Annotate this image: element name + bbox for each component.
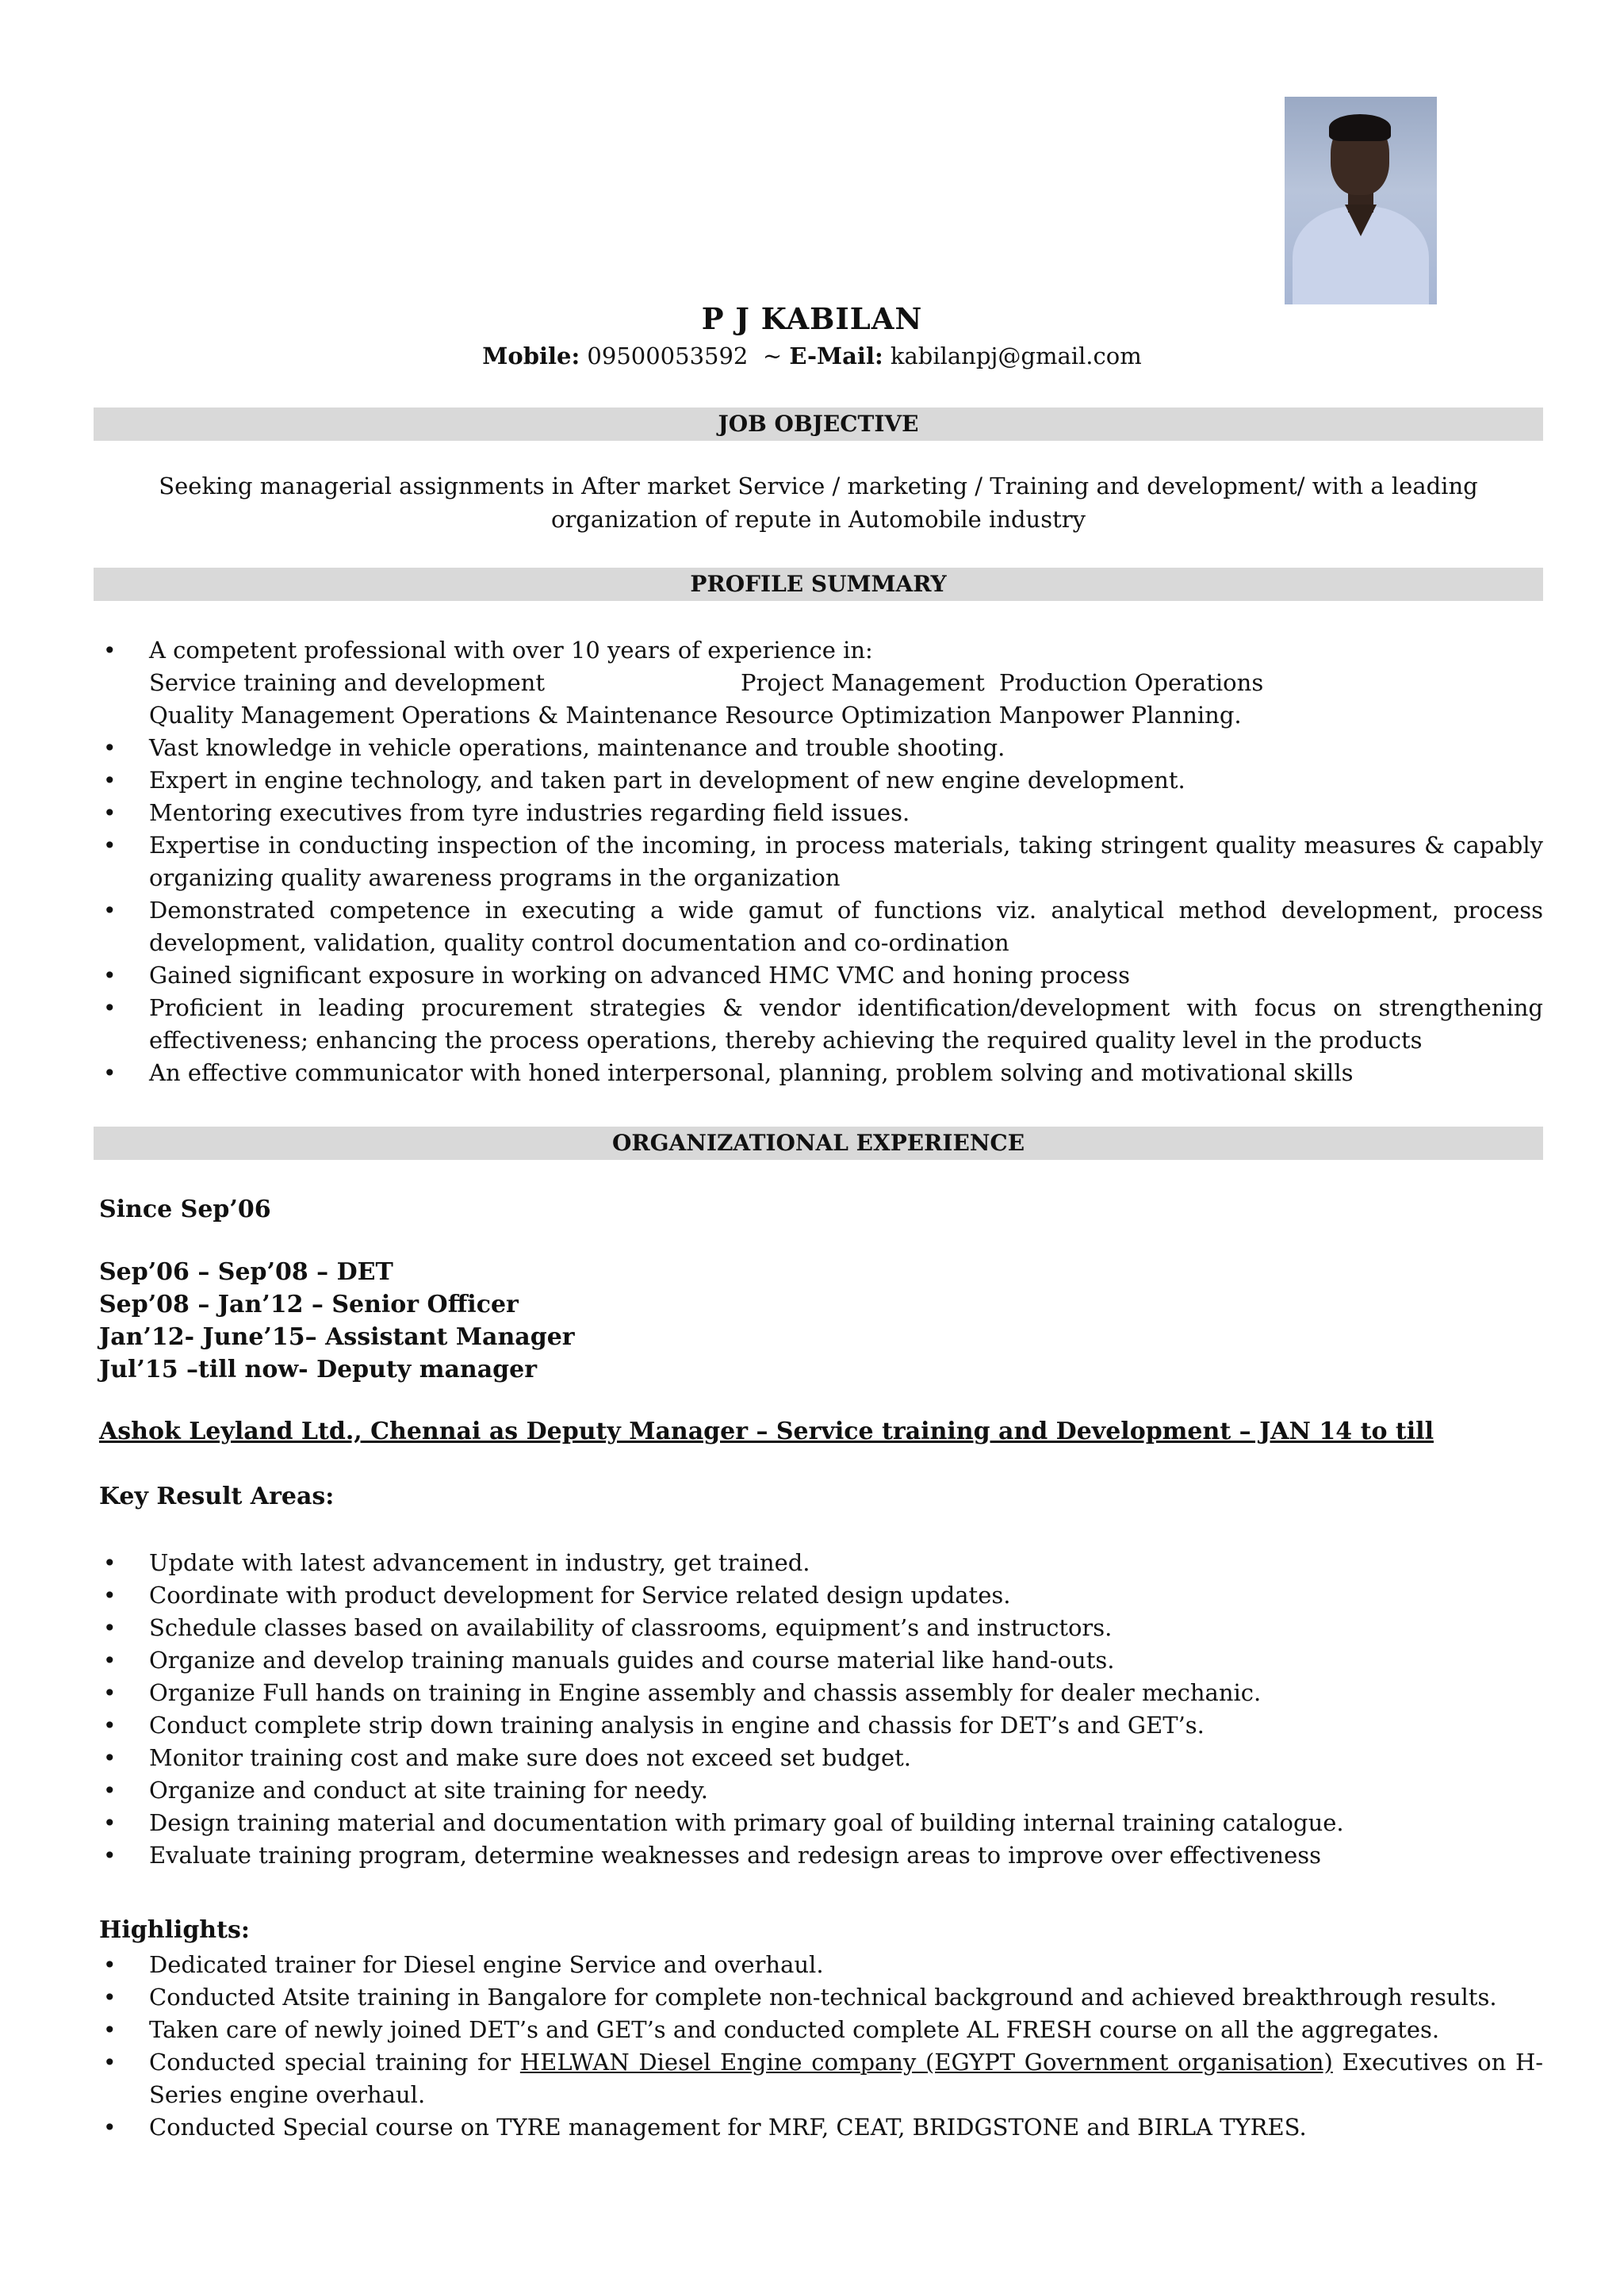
list-item [94,2046,1543,2111]
list-item: • Coordinate with product development for Service related design updates. [94,1579,1543,1612]
mobile-value: 09500053592 [587,342,749,369]
list-item: • Taken care of newly joined DET’s and GET’s and conducted complete AL FRESH course on all the aggregates. [94,2014,1543,2046]
list-item: • Proficient in leading procurement strategies & vendor identification/development with focus on strengthening effectiveness; enhancing the process operations, thereby achieving the required quality level in the products [94,992,1543,1057]
experience-heading: ORGANIZATIONAL EXPERIENCE [94,1127,1543,1160]
timeline-item: Sep’06 – Sep’08 – DET [99,1258,393,1286]
list-item: • Update with latest advancement in industry, get trained. [94,1547,1543,1579]
profile-intro: • A competent professional with over 10 years of experience in: [149,637,873,664]
highlight-text: Conducted special training for [149,2049,511,2076]
list-item: • Conducted Atsite training in Bangalore for complete non-technical background and achieved breakthrough results. [94,1981,1543,2014]
job-objective-heading: JOB OBJECTIVE [94,408,1543,441]
list-item: • Demonstrated competence in executing a wide gamut of functions viz. analytical method development, process development, validation, quality control documentation and co-ordination [94,894,1543,959]
timeline-item: Jan’12- June’15– Assistant Manager [99,1323,575,1351]
highlights-heading: Highlights: [99,1916,250,1944]
list-item: • Organize and develop training manuals guides and course material like hand-outs. [94,1644,1543,1677]
list-item: • Expertise in conducting inspection of the incoming, in process materials, taking stringent quality measures & capably organizing quality awareness programs in the organization [94,829,1543,894]
list-item: • Gained significant exposure in working on advanced HMC VMC and honing process [94,959,1543,992]
list-item: • Dedicated trainer for Diesel engine Service and overhaul. [94,1949,1543,1981]
list-item: • Organize and conduct at site training for needy. [94,1774,1543,1807]
job-objective-text [127,469,1510,536]
kra-heading: Key Result Areas: [99,1483,335,1510]
list-item: • Evaluate training program, determine weaknesses and redesign areas to improve over effectiveness [94,1839,1543,1872]
since-date: Since Sep’06 [99,1196,271,1223]
email-label: E-Mail: [789,342,883,369]
list-item: • Conducted Special course on TYRE management for MRF, CEAT, BRIDGSTONE and BIRLA TYRES. [94,2111,1543,2144]
mobile-label: Mobile: [482,342,580,369]
experience-areas-row [149,667,1543,699]
list-item: • Expert in engine technology, and taken part in development of new engine development. [94,764,1543,797]
kra-list [94,1547,1543,1872]
list-item: • Organize Full hands on training in Engine assembly and chassis assembly for dealer mechanic. [94,1677,1543,1709]
area-item: Service training and development [149,669,545,696]
experience-areas-row: Quality Management Operations & Maintenance Resource Optimization Manpower Planning. [149,702,1242,729]
helwan-company-link: HELWAN Diesel Engine company (EGYPT Government organisation) [519,2049,1333,2076]
list-item: • Monitor training cost and make sure does not exceed set budget. [94,1742,1543,1774]
candidate-name: P J KABILAN [701,301,923,336]
highlight-text: Executives on H-Series engine overhaul. [149,2049,1544,2108]
highlights-list [94,1949,1543,2144]
profile-summary-heading: PROFILE SUMMARY [94,568,1543,601]
area-item: Project Management [741,669,985,696]
profile-summary-list [94,634,1543,1089]
email-value[interactable]: kabilanpj@gmail.com [890,342,1142,369]
list-item: • Conduct complete strip down training analysis in engine and chassis for DET’s and GET’s. [94,1709,1543,1742]
list-item: • An effective communicator with honed interpersonal, planning, problem solving and motivational skills [94,1057,1543,1089]
area-item: Production Operations [999,669,1264,696]
profile-photo [1285,97,1437,304]
list-item: • Design training material and documentation with primary goal of building internal training catalogue. [94,1807,1543,1839]
list-item [94,634,1543,732]
timeline-item: Jul’15 –till now- Deputy manager [99,1356,537,1383]
timeline-item: Sep’08 – Jan’12 – Senior Officer [99,1291,519,1318]
job-objective-line: Seeking managerial assignments in After market Service / marketing / Training and development/ with a leading [159,473,1478,499]
list-item: • Schedule classes based on availability of classrooms, equipment’s and instructors. [94,1612,1543,1644]
job-objective-line: organization of repute in Automobile industry [550,506,1086,533]
list-item: • Mentoring executives from tyre industries regarding field issues. [94,797,1543,829]
contact-line [0,342,1624,369]
employer-heading: Ashok Leyland Ltd., Chennai as Deputy Manager – Service training and Development – JAN 14 to till [99,1418,1434,1445]
contact-separator: ~ [762,342,783,369]
list-item: • Vast knowledge in vehicle operations, maintenance and trouble shooting. [94,732,1543,764]
